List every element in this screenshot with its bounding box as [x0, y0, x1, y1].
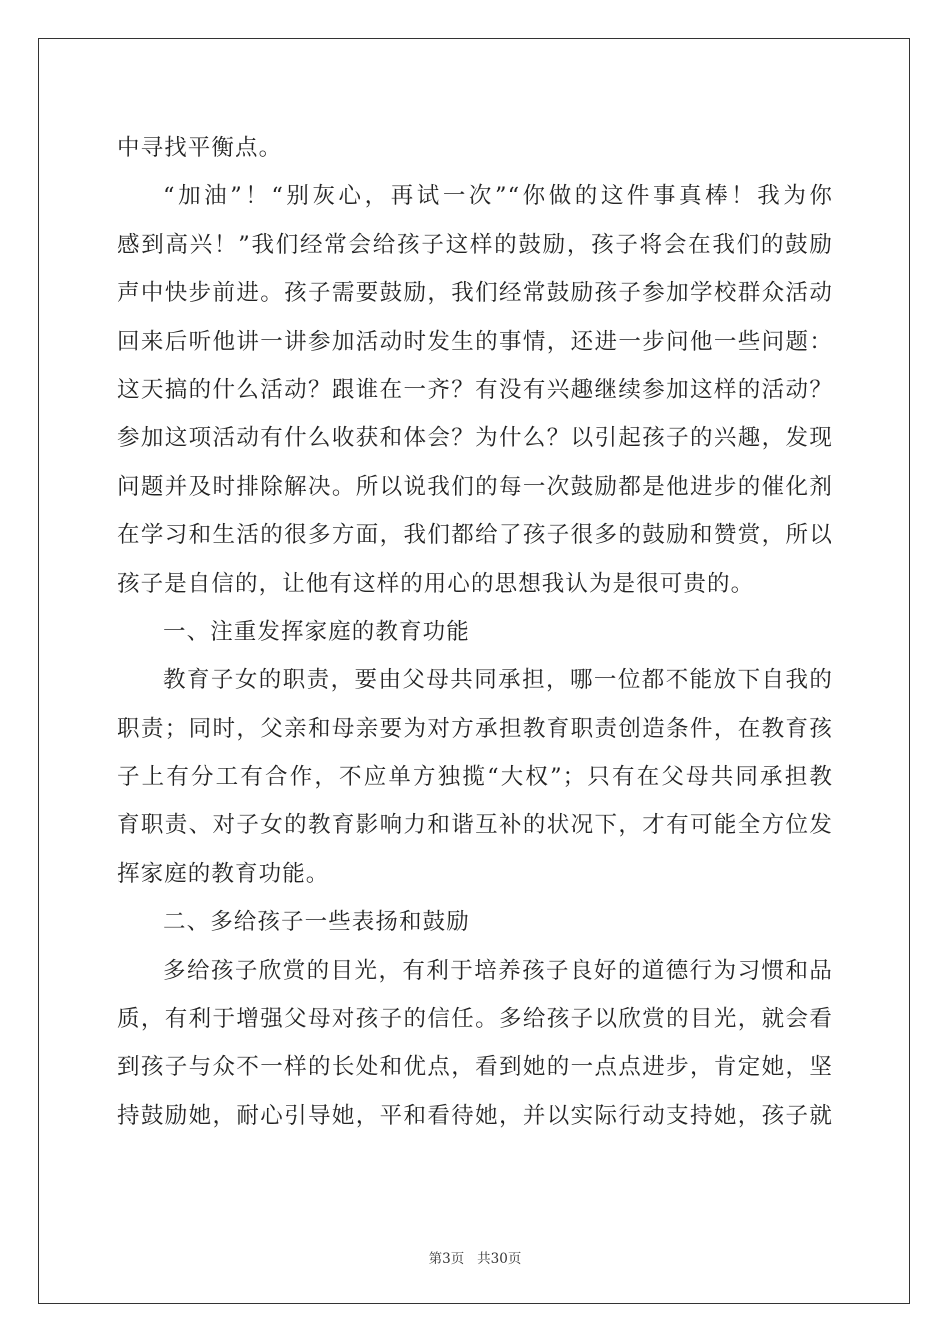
text-line: 教育子女的职责，要由父母共同承担，哪一位都不能放下自我的	[163, 667, 833, 694]
text-line: 在学习和生活的很多方面，我们都给了孩子很多的鼓励和赞赏，所以	[117, 522, 833, 549]
text-line: 问题并及时排除解决。所以说我们的每一次鼓励都是他进步的催化剂	[117, 473, 833, 500]
text-line: 中寻找平衡点。	[117, 135, 283, 161]
text-line: 感到高兴！”我们经常会给孩子这样的鼓励，孩子将会在我们的鼓励	[117, 231, 833, 258]
page-number: 第3页 共30页	[428, 1251, 522, 1267]
page-footer	[0, 1247, 950, 1267]
text-line: 到孩子与众不一样的长处和优点，看到她的一点点进步，肯定她，坚	[117, 1054, 833, 1081]
text-line: 多给孩子欣赏的目光，有利于培养孩子良好的道德行为习惯和品	[163, 957, 833, 984]
text-line: 质，有利于增强父母对孩子的信任。多给孩子以欣赏的目光，就会看	[117, 1006, 833, 1033]
text-line: 持鼓励她，耐心引导她，平和看待她，并以实际行动支持她，孩子就	[117, 1102, 833, 1129]
text-line: 回来后听他讲一讲参加活动时发生的事情，还进一步问他一些问题：	[117, 328, 833, 355]
text-line: 二、多给孩子一些表扬和鼓励	[163, 909, 470, 936]
document-body	[117, 124, 833, 1140]
text-line: “加油”！“别灰心，再试一次”“你做的这件事真棒！我为你	[163, 183, 833, 210]
text-line: 育职责、对子女的教育影响力和谐互补的状况下，才有可能全方位发	[117, 812, 833, 839]
text-line: 子上有分工有合作，不应单方独揽“大权”；只有在父母共同承担教	[117, 764, 833, 791]
text-line: 孩子是自信的，让他有这样的用心的思想我认为是很可贵的。	[117, 570, 755, 597]
text-line: 职责；同时，父亲和母亲要为对方承担教育职责创造条件，在教育孩	[117, 715, 833, 742]
text-line: 挥家庭的教育功能。	[117, 860, 330, 887]
text-line: 这天搞的什么活动？跟谁在一齐？有没有兴趣继续参加这样的活动？	[117, 376, 833, 403]
text-line: 参加这项活动有什么收获和体会？为什么？以引起孩子的兴趣，发现	[117, 425, 833, 452]
text-line: 一、注重发挥家庭的教育功能	[163, 618, 470, 645]
text-line: 声中快步前进。孩子需要鼓励，我们经常鼓励孩子参加学校群众活动	[117, 280, 833, 307]
